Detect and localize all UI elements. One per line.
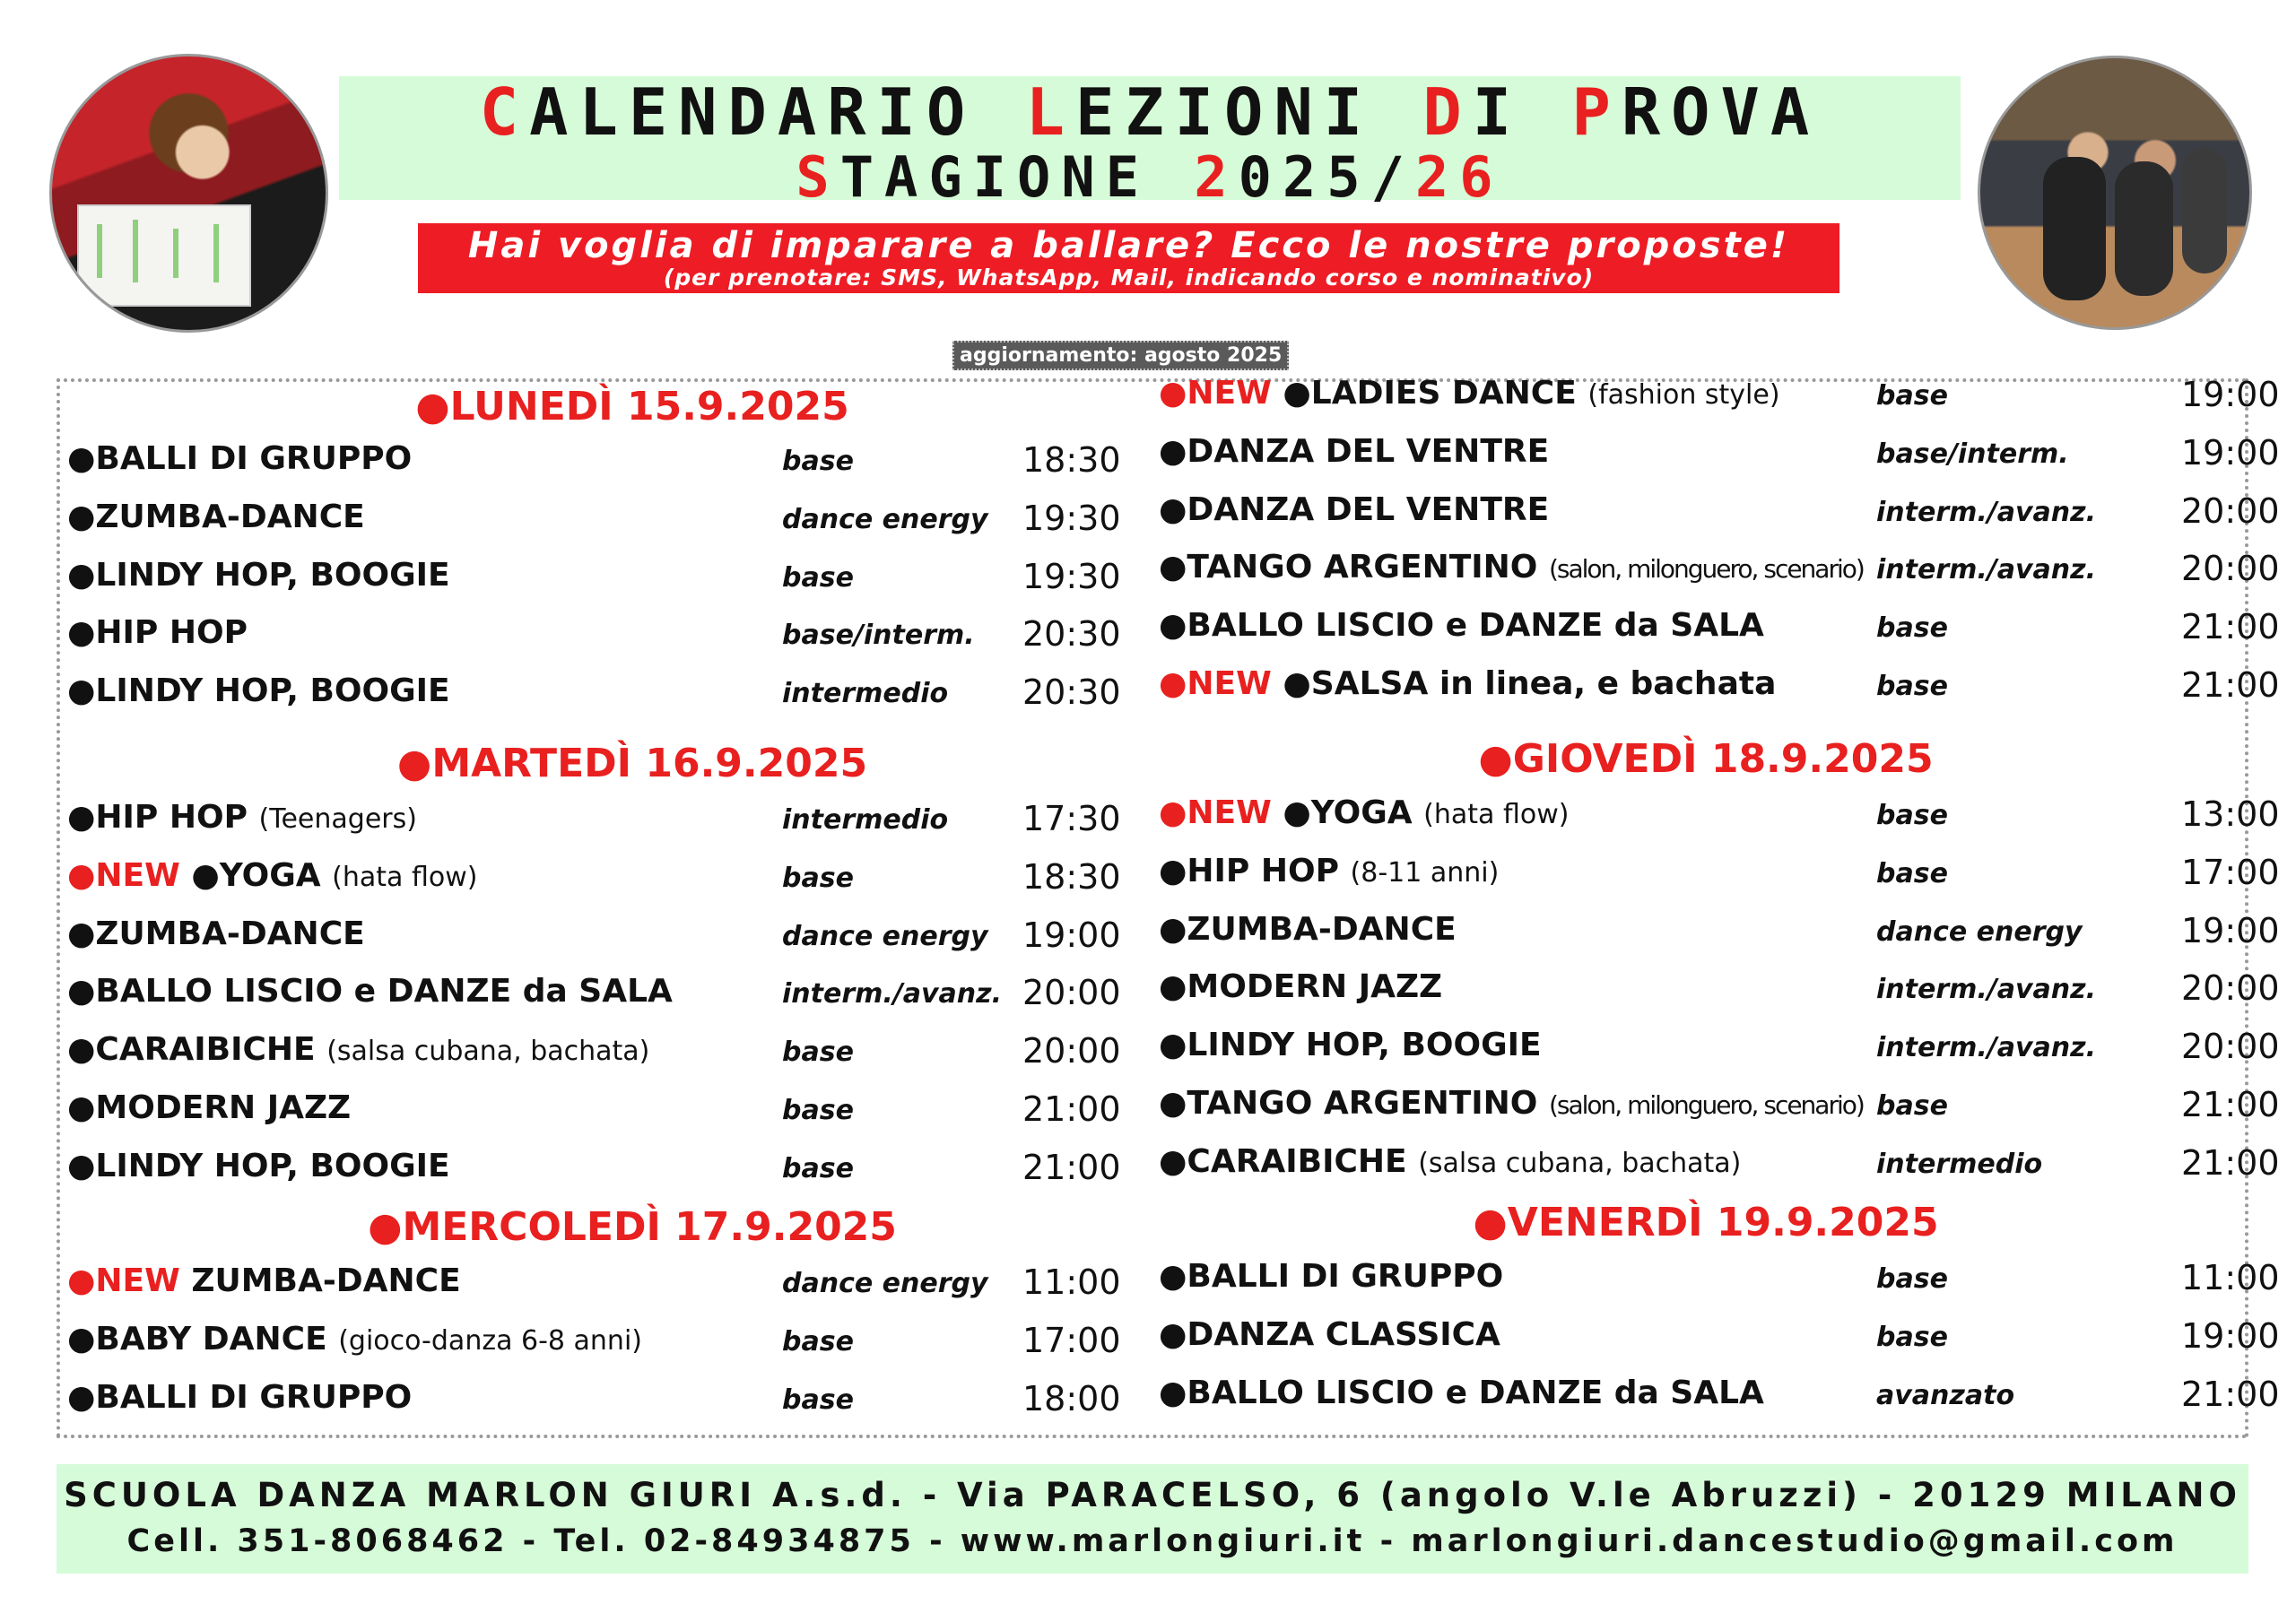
- lesson-name: [1159, 1375, 1764, 1411]
- course-level: base/interm.: [1876, 438, 2069, 470]
- lesson-row: [1159, 549, 2280, 594]
- title-part: I: [1472, 74, 1572, 150]
- lesson-name: [1159, 665, 1776, 702]
- course-level: interm./avanz.: [1876, 496, 2096, 528]
- course-name: ●MODERN JAZZ: [1159, 968, 1443, 1006]
- lesson-name: [67, 1379, 412, 1416]
- banner-instructions: (per prenotare: SMS, WhatsApp, Mail, indicando corso e nominativo): [663, 265, 1595, 291]
- day-heading-lunedi: ●LUNEDÌ 15.9.2025: [415, 384, 849, 429]
- course-level: base: [782, 862, 854, 894]
- course-note: (salon, milonguero, scenario): [1548, 554, 1864, 585]
- lesson-row: [1159, 794, 2280, 839]
- title-initial-d: D: [1422, 74, 1473, 150]
- lesson-name: [1159, 1258, 1503, 1295]
- course-name: ●LINDY HOP, BOOGIE: [67, 672, 450, 710]
- lesson-row: [1159, 852, 2280, 898]
- course-note: (salsa cubana, bachata): [1418, 1147, 1742, 1179]
- course-time: 20:30: [1022, 672, 1121, 713]
- lesson-row: [67, 1031, 1170, 1076]
- course-time: 20:00: [2181, 549, 2280, 589]
- update-badge: aggiornamento: agosto 2025: [952, 341, 1289, 370]
- course-name: ●LINDY HOP, BOOGIE: [1159, 1027, 1542, 1064]
- lesson-row: [67, 915, 1170, 960]
- course-name: ●BALLO LISCIO e DANZE da SALA: [1159, 607, 1764, 645]
- lesson-row: [67, 499, 1170, 543]
- lesson-name: [1159, 491, 1549, 528]
- lesson-name: [67, 614, 248, 651]
- lesson-row: [1159, 1142, 2280, 1188]
- course-level: base: [1876, 1263, 1948, 1295]
- course-note: (hata flow): [1423, 799, 1570, 830]
- course-time: 20:00: [1022, 973, 1121, 1013]
- course-time: 20:00: [1022, 1031, 1121, 1071]
- new-badge: ●NEW: [1159, 794, 1272, 831]
- course-name: ●YOGA: [191, 856, 321, 894]
- title-part: ROVA: [1621, 74, 1821, 150]
- lesson-name: [67, 1031, 649, 1068]
- lesson-name: [1159, 1085, 1864, 1122]
- lesson-name: [1159, 433, 1549, 470]
- course-level: intermedio: [782, 804, 949, 836]
- lesson-name: [67, 915, 365, 952]
- course-time: 19:00: [2181, 910, 2280, 950]
- season-subtitle: [339, 144, 1961, 210]
- course-name: ●TANGO ARGENTINO: [1159, 1085, 1538, 1122]
- lesson-row: [1159, 1315, 2280, 1361]
- lesson-row: [67, 1379, 1170, 1424]
- lesson-row: [67, 973, 1170, 1018]
- course-level: dance energy: [782, 1268, 988, 1299]
- new-badge: ●NEW: [67, 1262, 180, 1299]
- lesson-row: [1159, 665, 2280, 710]
- course-time: 21:00: [2181, 1142, 2280, 1183]
- course-time: 19:00: [2181, 375, 2280, 414]
- course-level: base: [782, 1095, 854, 1126]
- lesson-name: [67, 1148, 450, 1184]
- course-name: ●HIP HOP: [1159, 852, 1339, 889]
- day-heading-mercoledi: ●MERCOLEDÌ 17.9.2025: [368, 1204, 897, 1250]
- lesson-row: [67, 1089, 1170, 1134]
- lesson-row: [1159, 1085, 2280, 1130]
- lesson-row: [1159, 607, 2280, 652]
- course-note: (salsa cubana, bachata): [326, 1036, 650, 1068]
- course-name: ●LINDY HOP, BOOGIE: [67, 556, 450, 594]
- course-time: 11:00: [2181, 1258, 2280, 1297]
- course-name: ●LADIES DANCE: [1283, 375, 1577, 412]
- schedule-grid: [57, 375, 2280, 1438]
- course-time: 20:00: [2181, 1027, 2280, 1067]
- course-time: 21:00: [2181, 1374, 2280, 1414]
- new-badge: ●NEW: [67, 856, 180, 894]
- title-initial-c: C: [479, 74, 530, 150]
- booking-banner: [418, 223, 1839, 293]
- course-level: intermedio: [782, 678, 949, 710]
- lesson-name: [1159, 911, 1457, 948]
- lesson-row: [67, 1321, 1170, 1366]
- course-note: (hata flow): [332, 861, 478, 893]
- course-name: ●SALSA in linea, e bachata: [1283, 665, 1777, 702]
- lesson-name: [67, 799, 417, 836]
- course-level: base: [782, 1325, 854, 1357]
- course-level: dance energy: [782, 503, 988, 535]
- course-level: base: [1876, 1090, 1948, 1122]
- subtitle-year-2: 2: [1194, 144, 1239, 210]
- course-level: interm./avanz.: [1876, 554, 2096, 586]
- course-name: ●BALLI DI GRUPPO: [67, 440, 413, 477]
- course-level: base: [1876, 671, 1948, 702]
- course-time: 19:00: [2181, 432, 2280, 473]
- course-time: 18:30: [1022, 856, 1121, 897]
- lesson-row: [1159, 375, 2280, 420]
- course-name: ●DANZA DEL VENTRE: [1159, 490, 1550, 528]
- course-name: ●ZUMBA-DANCE: [1159, 910, 1457, 948]
- course-note: (8-11 anni): [1350, 856, 1500, 889]
- course-level: avanzato: [1876, 1379, 2015, 1411]
- course-level: base: [782, 561, 854, 594]
- lesson-name: [67, 499, 365, 535]
- course-level: dance energy: [1876, 915, 2083, 948]
- course-level: base: [1876, 612, 1948, 645]
- lesson-row: [1159, 1258, 2280, 1303]
- course-time: 21:00: [2181, 665, 2280, 705]
- course-level: base: [1876, 1321, 1948, 1353]
- course-time: 20:30: [1022, 614, 1121, 655]
- lesson-name: [1159, 1027, 1542, 1063]
- course-name: ●ZUMBA-DANCE: [67, 915, 365, 952]
- title-box: [339, 74, 1961, 210]
- course-level: interm./avanz.: [1876, 974, 2096, 1006]
- course-level: dance energy: [782, 920, 988, 952]
- lesson-row: [67, 857, 1170, 902]
- course-name: ●LINDY HOP, BOOGIE: [67, 1147, 450, 1184]
- lesson-row: [67, 799, 1170, 844]
- title-initial-p: P: [1571, 74, 1622, 150]
- course-time: 21:00: [2181, 1085, 2280, 1124]
- main-title: [339, 74, 1961, 150]
- course-name: ●CARAIBICHE: [67, 1031, 316, 1069]
- course-name: ●BALLI DI GRUPPO: [1159, 1258, 1504, 1295]
- course-name: ●BALLI DI GRUPPO: [67, 1378, 413, 1416]
- course-level: base: [1876, 857, 1948, 889]
- course-time: 18:30: [1022, 440, 1121, 480]
- course-name: ●BALLO LISCIO e DANZE da SALA: [67, 973, 673, 1010]
- course-note: (Teenagers): [258, 803, 417, 835]
- lesson-row: [67, 557, 1170, 602]
- lesson-name: [1159, 549, 1864, 585]
- schedule-sheet-image: [77, 204, 251, 307]
- lesson-name: [1159, 968, 1442, 1005]
- course-name: ●MODERN JAZZ: [67, 1089, 352, 1126]
- title-part: EZIONI: [1074, 74, 1423, 150]
- course-note: (fashion style): [1587, 379, 1780, 411]
- lesson-name: [67, 1321, 642, 1357]
- new-badge: ●NEW: [1159, 375, 1272, 412]
- lesson-row: [67, 1148, 1170, 1193]
- course-time: 17:00: [2181, 852, 2280, 892]
- lesson-name: [1159, 375, 1780, 412]
- course-level: interm./avanz.: [1876, 1032, 2096, 1064]
- course-time: 13:00: [2181, 794, 2280, 834]
- course-time: 20:00: [2181, 490, 2280, 531]
- lesson-row: [67, 614, 1170, 659]
- school-address: SCUOLA DANZA MARLON GIURI A.s.d. - Via PARACELSO, 6 (angolo V.le Abruzzi) - 20129 MILANO: [64, 1476, 2241, 1514]
- course-level: base/interm.: [782, 620, 975, 652]
- lesson-name: [1159, 607, 1764, 644]
- course-name: ●TANGO ARGENTINO: [1159, 549, 1538, 586]
- course-name: ●BALLO LISCIO e DANZE da SALA: [1159, 1374, 1764, 1411]
- lesson-row: [1159, 1027, 2280, 1071]
- day-heading-martedi: ●MARTEDÌ 16.9.2025: [396, 741, 868, 786]
- lesson-row: [1159, 432, 2280, 478]
- course-level: base: [782, 1383, 854, 1416]
- footer-contacts: [57, 1464, 2248, 1574]
- course-level: base: [1876, 380, 1948, 412]
- course-level: base: [782, 1037, 854, 1069]
- subtitle-part: 025/: [1238, 144, 1415, 210]
- course-time: 19:30: [1022, 556, 1121, 596]
- lesson-name: [67, 1262, 461, 1299]
- lesson-row: [1159, 490, 2280, 536]
- lesson-name: [1159, 794, 1569, 831]
- day-heading-venerdi: ●VENERDÌ 19.9.2025: [1473, 1200, 1939, 1245]
- course-time: 21:00: [2181, 607, 2280, 647]
- course-name: ZUMBA-DANCE: [191, 1262, 461, 1299]
- course-time: 17:00: [1022, 1320, 1121, 1360]
- contact-info: Cell. 351-8068462 - Tel. 02-84934875 - www.marlongiuri.it - marlongiuri.dancestudio@gmail.com: [126, 1523, 2179, 1559]
- course-level: interm./avanz.: [782, 978, 1002, 1010]
- course-time: 20:00: [2181, 968, 2280, 1009]
- subtitle-part: TAGIONE: [839, 144, 1195, 210]
- course-time: 17:30: [1022, 799, 1121, 838]
- course-level: base: [1876, 800, 1948, 831]
- banner-headline: Hai voglia di imparare a ballare? Ecco le nostre proposte!: [467, 225, 1790, 266]
- lesson-name: [67, 857, 477, 894]
- course-note: (salon, milonguero, scenario): [1548, 1090, 1864, 1120]
- course-name: ●CARAIBICHE: [1159, 1142, 1407, 1180]
- lesson-row: [67, 1262, 1170, 1307]
- dancers-photo: [1978, 56, 2252, 330]
- lesson-name: [67, 557, 450, 594]
- course-time: 19:30: [1022, 498, 1121, 538]
- lesson-name: [1159, 1143, 1741, 1180]
- course-name: ●BABY DANCE: [67, 1320, 327, 1357]
- title-initial-l: L: [1025, 74, 1075, 150]
- course-time: 19:00: [1022, 915, 1121, 955]
- course-time: 11:00: [1022, 1262, 1121, 1302]
- course-time: 18:00: [1022, 1378, 1121, 1418]
- course-name: ●ZUMBA-DANCE: [67, 498, 365, 535]
- course-time: 21:00: [1022, 1147, 1121, 1187]
- lesson-row: [67, 440, 1170, 485]
- course-name: ●HIP HOP: [67, 799, 248, 836]
- lesson-name: [1159, 1316, 1500, 1353]
- lesson-name: [67, 672, 450, 709]
- lesson-name: [67, 440, 412, 477]
- new-badge: ●NEW: [1159, 665, 1272, 702]
- teacher-photo: [49, 54, 328, 333]
- course-note: (gioco-danza 6-8 anni): [338, 1324, 642, 1357]
- day-heading-giovedi: ●GIOVEDÌ 18.9.2025: [1478, 736, 1934, 782]
- course-name: ●YOGA: [1283, 794, 1413, 831]
- title-part: ALENDARIO: [529, 74, 1026, 150]
- subtitle-initial-s: S: [796, 144, 840, 210]
- lesson-row: [67, 672, 1170, 717]
- course-name: ●DANZA DEL VENTRE: [1159, 432, 1550, 470]
- lesson-name: [67, 1089, 351, 1126]
- lesson-name: [67, 973, 673, 1010]
- course-time: 19:00: [2181, 1315, 2280, 1356]
- lesson-row: [1159, 1374, 2280, 1419]
- lesson-name: [1159, 853, 1499, 889]
- course-time: 21:00: [1022, 1089, 1121, 1129]
- subtitle-year-26: 26: [1414, 144, 1504, 210]
- lesson-row: [1159, 910, 2280, 956]
- course-level: base: [782, 1152, 854, 1184]
- course-name: ●HIP HOP: [67, 614, 248, 652]
- course-level: intermedio: [1876, 1148, 2043, 1180]
- lesson-row: [1159, 968, 2280, 1013]
- course-level: base: [782, 446, 854, 477]
- course-name: ●DANZA CLASSICA: [1159, 1315, 1500, 1353]
